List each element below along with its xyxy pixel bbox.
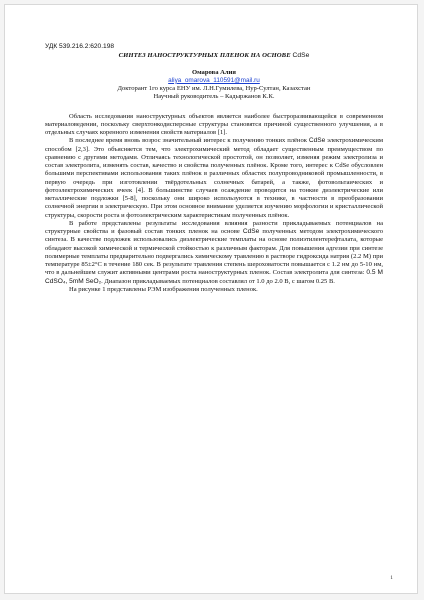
document-page xyxy=(4,4,418,594)
p3-electrolyte: 0.5 M CdSO₄, 5mM SeO₂ xyxy=(45,269,384,285)
p3-text-a: В работе представлены результаты исследования влияния разности прикладываемых потенциалов на структурные свойства и фазовый состав тонких пленок на основе xyxy=(45,219,383,235)
author-affiliation: Докторант 1го курса ЕНУ им. Л.Н.Гумилева, Нур-Султан, Казахстан xyxy=(117,85,311,92)
author-name: Омарова Алия xyxy=(191,68,236,76)
p2-text-a: В последнее время вновь возрос значительный интерес к получению тонких плёнок xyxy=(69,137,309,145)
paragraph-2 xyxy=(45,137,383,220)
title-compound: CdSe xyxy=(292,52,310,60)
paragraph-1: Область исследования наноструктурных объектов является наиболее быстроразвивающейся в современном материаловедении, поскольку сверхтонкодисперсные структуры становятся причиной существенного улучшения, а в отдельных случаях коренного изменения свойств материалов [1]. xyxy=(45,112,383,136)
p3-text-e: . Диапазон прикладываемых потенциалов составлял от 1.0 до 2.0 В, с шагом 0.25 В. xyxy=(101,277,335,285)
p2-text-c: электрохимическим способом [2,3]. Это объясняется тем, что электрохимический метод обладает существенным преимуществом по сравнению с другими методами. Отличаясь технологической простотой, он позволяет, изменяя режим электролиза и состав электролита, изменять состав, качество и свойства полученных плёнок. Кроме того, интерес к CdSe обусловлен большими перспективами использования таких плёнок в различных областях полупроводниковой промышленности, в первую очередь при изготовлении твёрдотельных солнечных батарей, а также, фотовольтаических и фотоэлектрохимических ячеек [4]. В большинстве случаев осаждение проводится на тонкие диэлектрические или металлические подложки [5-8], поскольку они широко используются в технике, в частности в преобразовании солнечной энергии в электрическую. При этом основное внимание уделяется изучению морфологии и кристаллической структуры, скорости роста и фотоэлектрическим характеристикам полученных плёнок. xyxy=(45,137,383,219)
supervisor: Научный руководитель – Кадыржанов К.К. xyxy=(153,93,275,101)
paragraph-4: На рисунке 1 представлены РЭМ изображения полученных пленок. xyxy=(69,285,258,293)
p3-text-c: полученных методом электрохимического синтеза. В качестве подложек использовались диэлектрические темплаты на основе полиэтилентерефталата, которые обладают высокой химической и термической стойкостью к различным факторам. Для повышения адгезии при синтезе полимерные темплаты предварительно подвергались химическому травлению в растворе гидроксида натрия (2.2 М) при температуре 85±2°С в течение 180 сек. В результате травления степень шероховатости повышается с 1.2 нм до 5-10 нм, что в дальнейшем служит активными центрами роста наноструктурных пленок. Состав электролита для синтеза: xyxy=(45,228,383,277)
title-main: СИНТЕЗ НАНОСТРУКТУРНЫХ ПЛЕНОК НА ОСНОВЕ xyxy=(118,52,293,60)
page-number: 1 xyxy=(390,575,393,581)
paragraph-3 xyxy=(45,220,383,286)
p2-compound: CdSe xyxy=(308,137,326,145)
udk-code: УДК 539.216.2:620.198 xyxy=(45,43,115,50)
paper-title xyxy=(45,52,383,60)
author-email-link[interactable]: aliya_omarova_110591@mail.ru xyxy=(168,76,260,84)
p3-compound: CdSe xyxy=(242,228,260,235)
page-content xyxy=(45,43,383,294)
